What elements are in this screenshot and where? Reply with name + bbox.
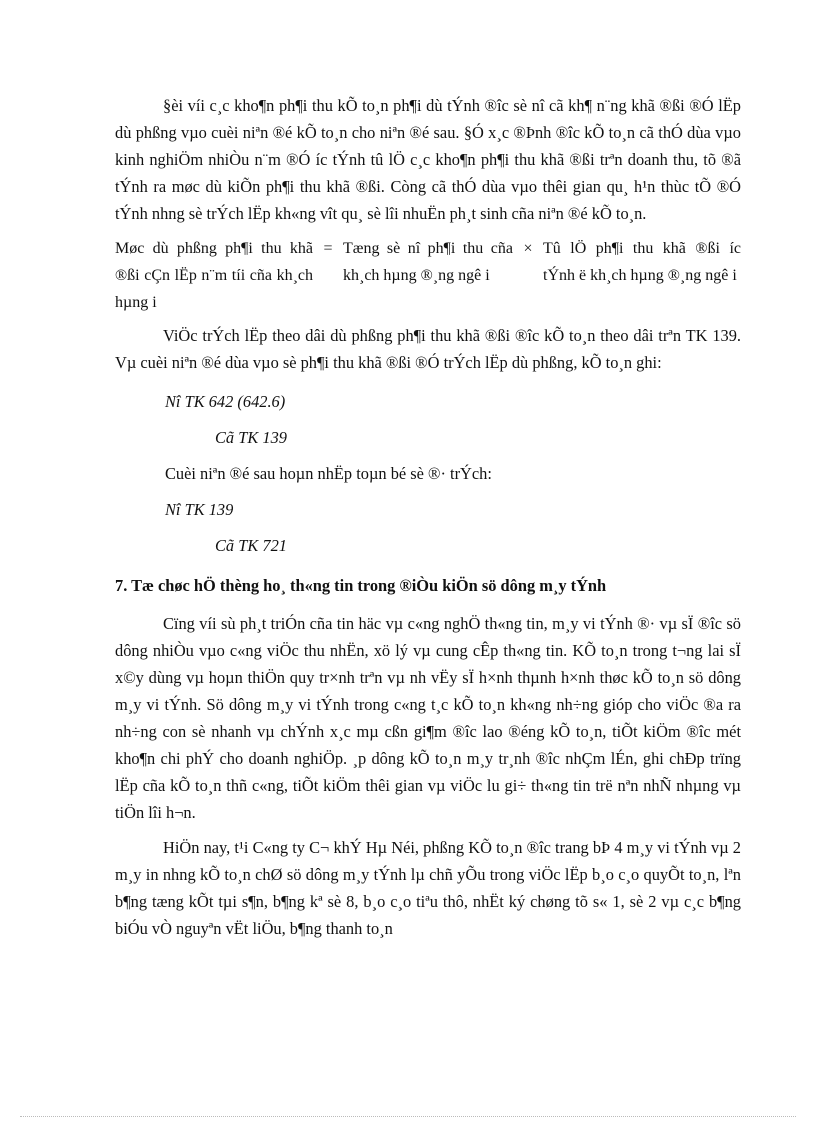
paragraph-computer-accounting: Cïng víi sù ph¸t triÓn cña tin häc vµ c«ng nghÖ th«ng tin, m¸y vi tÝnh ®· vµ sÏ ®îc sö dông nhiÒu vµo c«ng viÖc thu nhËn, xö lý vµ cung cÊp th«ng tin. KÕ to¸n trong t¬ng lai sÏ x©y dùng vµ hoµn thiÖn quy tr×nh trªn vµ nh vËy sÏ h×nh thµnh h×nh thøc kÕ to¸n sö dông m¸y vi tÝnh. Sö dông m¸y vi tÝnh trong c«ng t¸c kÕ to¸n kh«ng nh÷ng gióp cho viÖc ®a ra nh÷ng con sè nhanh vµ chÝnh x¸c mµ cßn gi¶m ®îc lao ®éng kÕ to¸n, tiÕt kiÖm ®îc mét kho¶n chi phÝ cho doanh nghiÖp. ¸p dông kÕ to¸n m¸y tr¸nh ®îc nhÇm lÉn, ghi chÐp trïng lËp cña kÕ to¸n thñ c«ng, tiÕt kiÖm thêi gian vµ viÖc lu gi÷ th«ng tin trë nªn nhÑ nhµng vµ tiÖn lîi h¬n. xyxy=(115,614,741,822)
formula-middle-term: Tæng sè nî ph¶i thu cña kh¸ch hµng ®¸ng ngê i xyxy=(343,240,513,284)
journal-debit-642: Nî TK 642 (642.6) xyxy=(165,392,286,411)
page-content xyxy=(115,92,741,950)
paragraph-provision-estimate: §èi víi c¸c kho¶n ph¶i thu kÕ to¸n ph¶i dù tÝnh ®îc sè nî cã kh¶ n¨ng khã ®ßi ®Ó lËp dù phßng vµo cuèi niªn ®é kÕ to¸n cho niªn ®é sau. §Ó x¸c ®Þnh ®îc kÕ to¸n cã thÓ dùa vµo kinh nghiÖm nhiÒu n¨m ®Ó íc tÝnh tû lÖ c¸c kho¶n ph¶i thu khã ®ßi trªn doanh thu, tõ ®ã tÝnh ra møc dù kiÕn ph¶i thu khã ®ßi. Còng cã thÓ dùa vµo thêi gian qu¸ h¹n thùc tÕ ®Ó tÝnh nhng sè trÝch lËp kh«ng vît qu¸ sè lîi nhuËn ph¸t sinh cña niªn ®é kÕ to¸n. xyxy=(115,96,741,223)
provision-formula xyxy=(115,235,741,316)
journal-credit-139: Cã TK 139 xyxy=(215,428,287,447)
paragraph-tk139: ViÖc trÝch lËp theo dâi dù phßng ph¶i thu khã ®ßi ®îc kÕ to¸n theo dâi trªn TK 139. Vµ cuèi niªn ®é dùa vµo sè ph¶i thu khã ®ßi ®Ó trÝch lËp dù phßng, kÕ to¸n ghi: xyxy=(115,326,741,372)
formula-equals-sign: = xyxy=(323,240,333,257)
formula-right-term: Tû lÖ ph¶i thu khã ®ßi íc tÝnh ë kh¸ch hµng ®¸ng ngê i xyxy=(543,240,741,284)
section-heading: 7. Tæ chøc hÖ thèng ho¸ th«ng tin trong ®iÒu kiÖn sö dông m¸y tÝnh xyxy=(115,576,607,595)
paragraph-reversal: Cuèi niªn ®é sau hoµn nhËp toµn bé sè ®· trÝch: xyxy=(165,464,492,483)
page-bottom-divider xyxy=(20,1116,796,1117)
paragraph-company-status: HiÖn nay, t¹i C«ng ty C¬ khÝ Hµ Néi, phßng KÕ to¸n ®îc trang bÞ 4 m¸y vi tÝnh vµ 2 m¸y in nhng kÕ to¸n chØ sö dông m¸y tÝnh lµ chñ yÕu trong viÖc lËp b¸o c¸o quyÕt to¸n, lªn b¶ng tæng kÕt tµi s¶n, b¶ng kª sè 8, b¸o c¸o tiªu thô, nhËt ký chøng tõ s« 1, sè 2 vµ c¸c b¶ng biÓu vÒ nguyªn vËt liÖu, b¶ng thanh to¸n xyxy=(115,838,741,938)
journal-debit-139: Nî TK 139 xyxy=(165,500,234,519)
journal-credit-721: Cã TK 721 xyxy=(215,536,287,555)
formula-left-term: Møc dù phßng ph¶i thu khã ®ßi cÇn lËp n¨m tíi cña kh¸ch hµng i xyxy=(115,240,313,311)
formula-times-sign: × xyxy=(523,240,533,257)
